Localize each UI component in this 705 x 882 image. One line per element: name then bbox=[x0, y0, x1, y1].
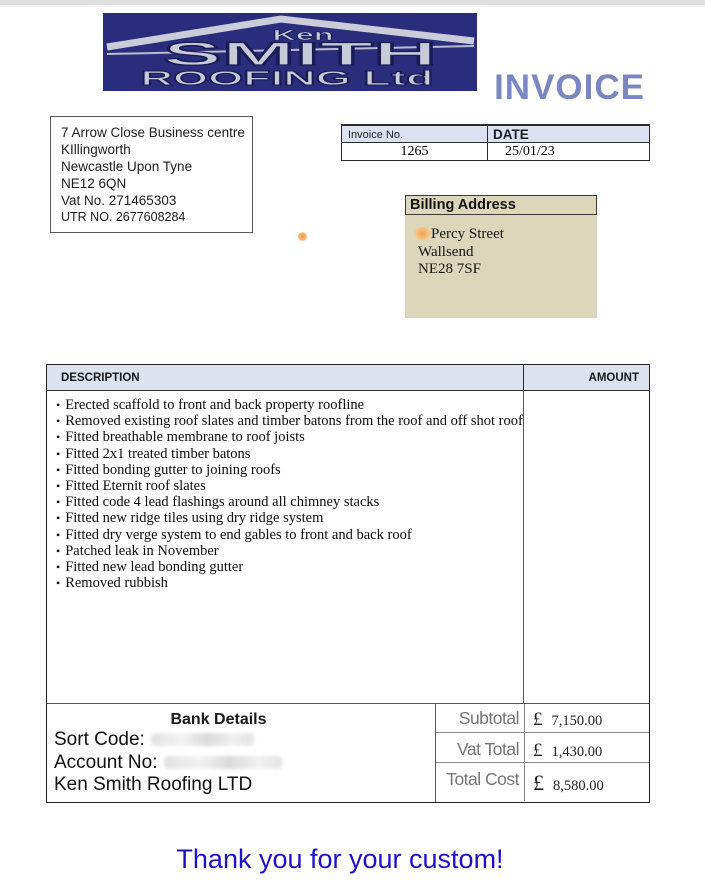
total-cost-amount bbox=[524, 763, 649, 801]
logo-text-smith: SMITH bbox=[163, 36, 437, 72]
pound-sign: £ bbox=[533, 770, 544, 795]
table-body-row bbox=[47, 391, 649, 703]
totals-section bbox=[436, 704, 649, 802]
work-item: • Fitted Eternit roof slates bbox=[56, 478, 523, 494]
vat-total-value: 1,430.00 bbox=[551, 744, 603, 760]
bank-details-title: Bank Details bbox=[170, 711, 267, 728]
subtotal-label: Subtotal bbox=[458, 708, 519, 728]
work-item: • Fitted new lead bonding gutter bbox=[56, 559, 523, 575]
pound-sign: £ bbox=[533, 740, 543, 761]
invoice-number: 1265 bbox=[342, 143, 488, 161]
invoice-title: INVOICE bbox=[494, 68, 645, 107]
description-cell bbox=[47, 391, 524, 703]
billing-address-title: Billing Address bbox=[405, 195, 597, 215]
logo-text-roofing: ROOFING Ltd bbox=[140, 68, 434, 90]
amount-column-header: AMOUNT bbox=[588, 372, 639, 384]
thank-you-message: Thank you for your custom! bbox=[176, 844, 504, 874]
work-item: • Fitted 2x1 treated timber batons bbox=[56, 446, 523, 462]
sender-address-line: KIllingworth bbox=[61, 142, 131, 157]
company-logo bbox=[103, 13, 477, 91]
billing-address-line bbox=[418, 226, 597, 244]
table-footer-section bbox=[47, 703, 649, 802]
total-cost-row bbox=[436, 763, 649, 801]
work-item: • Erected scaffold to front and back property roofline bbox=[56, 397, 523, 413]
logo-text-ken: Ken bbox=[272, 27, 334, 44]
vat-total-label: Vat Total bbox=[457, 739, 519, 759]
invoice-date: 25/01/23 bbox=[505, 144, 555, 159]
amount-cell-empty bbox=[524, 391, 649, 703]
total-cost-value: 8,580.00 bbox=[553, 778, 604, 794]
subtotal-row bbox=[436, 704, 649, 733]
vat-total-row bbox=[436, 733, 649, 763]
work-item: • Fitted breathable membrane to roof joists bbox=[56, 429, 523, 445]
sender-address-line: Newcastle Upon Tyne bbox=[61, 159, 193, 174]
date-header: DATE bbox=[493, 127, 529, 142]
billing-street: Percy Street bbox=[431, 226, 504, 242]
invoice-meta-table bbox=[341, 124, 650, 161]
work-items-list bbox=[56, 397, 523, 591]
billing-address-box bbox=[405, 195, 597, 318]
account-no-label: Account No: bbox=[54, 751, 158, 773]
bank-details-box bbox=[47, 704, 436, 802]
invoice-no-header: Invoice No. bbox=[342, 126, 488, 142]
work-item: • Fitted dry verge system to end gables to front and back roof bbox=[56, 527, 523, 543]
vat-total-amount bbox=[524, 733, 649, 762]
description-column-header: DESCRIPTION bbox=[47, 365, 524, 390]
subtotal-amount bbox=[524, 704, 649, 732]
work-item: • Patched leak in November bbox=[56, 543, 523, 559]
sort-code-label: Sort Code: bbox=[54, 729, 145, 750]
redaction-dot bbox=[298, 232, 307, 241]
subtotal-value: 7,150.00 bbox=[551, 713, 603, 729]
sort-code-line bbox=[47, 729, 435, 752]
work-item: • Fitted bonding gutter to joining roofs bbox=[56, 462, 523, 478]
house-number-redaction bbox=[414, 227, 431, 240]
sender-vat-number: Vat No. 271465303 bbox=[61, 193, 177, 208]
sender-address-line: NE12 6QN bbox=[61, 176, 127, 191]
bank-account-name: Ken Smith Roofing LTD bbox=[54, 774, 253, 795]
pound-sign: £ bbox=[533, 709, 543, 730]
invoice-meta-header-row bbox=[342, 126, 649, 143]
work-item: • Fitted new ridge tiles using dry ridge system bbox=[56, 510, 523, 526]
billing-town: Wallsend bbox=[418, 243, 474, 260]
work-item: • Fitted code 4 lead flashings around all chimney stacks bbox=[56, 494, 523, 510]
invoice-line-items-table bbox=[46, 364, 650, 803]
sender-address-box bbox=[50, 116, 253, 233]
work-item: • Removed existing roof slates and timber batons from the roof and off shot roof bbox=[56, 413, 523, 429]
billing-postcode: NE28 7SF bbox=[418, 261, 481, 277]
company-logo-graphic bbox=[103, 13, 477, 91]
sender-address-line: 7 Arrow Close Business centre bbox=[61, 125, 245, 140]
billing-address-lines bbox=[405, 226, 597, 279]
account-no-line bbox=[47, 752, 435, 775]
account-no-redaction bbox=[164, 756, 282, 769]
table-header-row bbox=[47, 365, 649, 391]
total-cost-label: Total Cost bbox=[446, 769, 519, 789]
sort-code-redaction bbox=[151, 733, 254, 746]
sender-utr-number: UTR NO. 2677608284 bbox=[61, 210, 186, 224]
page-top-strip bbox=[0, 0, 705, 7]
invoice-meta-value-row bbox=[342, 143, 649, 161]
work-item: • Removed rubbish bbox=[56, 575, 523, 591]
